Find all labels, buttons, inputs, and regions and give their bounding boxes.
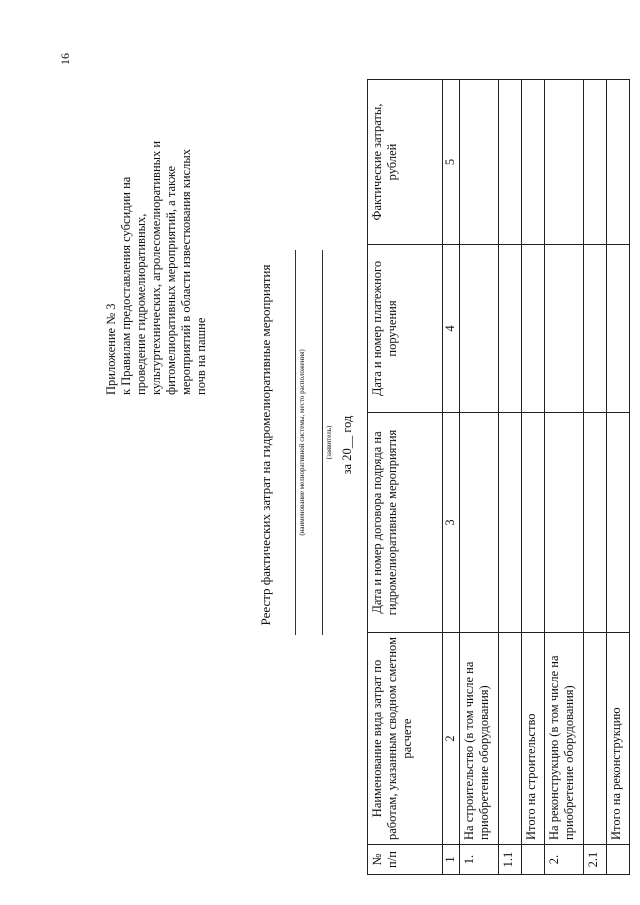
row-number: 2.1 [584,845,607,875]
empty-cell [584,80,607,245]
row-cost-name [499,633,522,845]
row-cost-name: Итого на реконструкцию [607,633,630,845]
row-cost-name [584,633,607,845]
table-row [499,80,522,875]
appendix-line: культуртехнических, агролесомелиоративных и [149,140,163,395]
row-cost-name: На строительство (в том числе на приобретение оборудования) [460,633,499,845]
appendix-line: проведение гидромелиоративных, [134,213,148,395]
empty-cell [607,80,630,245]
empty-cell [499,413,522,633]
appendix-line: к Правилам предоставления субсидии на [119,176,133,395]
empty-cell [499,80,522,245]
header-cell-actual-costs: Фактические затраты, рублей [368,80,443,245]
empty-cell [522,80,545,245]
appendix-note [104,75,209,395]
row-number: 2. [545,845,584,875]
empty-cell [460,80,499,245]
applicant-fill-line [322,250,323,635]
appendix-line: Приложение № 3 [104,303,118,395]
column-number: 5 [443,80,460,245]
table-row [545,80,584,875]
table-row [584,80,607,875]
empty-cell [545,413,584,633]
empty-cell [460,413,499,633]
row-cost-name: На реконструкцию (в том числе на приобретение оборудования) [545,633,584,845]
empty-cell [499,245,522,413]
page-number: 16 [58,53,72,65]
empty-cell [545,80,584,245]
header-cell-contract: Дата и номер договора подряда на гидромелиоративные мероприятия [368,413,443,633]
row-number [522,845,545,875]
column-number: 2 [443,633,460,845]
appendix-line: почв на пашне [194,317,208,395]
empty-cell [522,245,545,413]
column-number-row [443,80,460,875]
table-row [607,80,630,875]
header-cell-payment-order: Дата и номер платежного поручения [368,245,443,413]
registry-title: Реестр фактических затрат на гидромелиоративные мероприятия [258,264,273,626]
header-cell-number: № п/п [368,845,443,875]
row-number: 1. [460,845,499,875]
row-cost-name: Итого на строительство [522,633,545,845]
report-year: за 20__ год [340,415,354,475]
empty-cell [607,245,630,413]
empty-cell [584,245,607,413]
header-cell-cost-type: Наименование вида затрат по работам, указанным сводном сметном расчете [368,633,443,845]
header-row [368,80,443,875]
table-row [460,80,499,875]
column-number: 1 [443,845,460,875]
system-fill-line [295,250,296,635]
table-row [522,80,545,875]
row-number: 1.1 [499,845,522,875]
appendix-line: мероприятий в области известкования кислых [179,149,193,395]
column-number: 3 [443,413,460,633]
empty-cell [545,245,584,413]
appendix-line: фитомелиоративных мероприятий, а также [164,165,178,395]
empty-cell [522,413,545,633]
empty-cell [584,413,607,633]
registry-table [367,79,630,875]
empty-cell [460,245,499,413]
system-caption: (наименование мелиоративной системы, место расположения) [298,349,306,536]
applicant-caption: (заявитель) [325,425,333,460]
empty-cell [607,413,630,633]
column-number: 4 [443,245,460,413]
row-number [607,845,630,875]
